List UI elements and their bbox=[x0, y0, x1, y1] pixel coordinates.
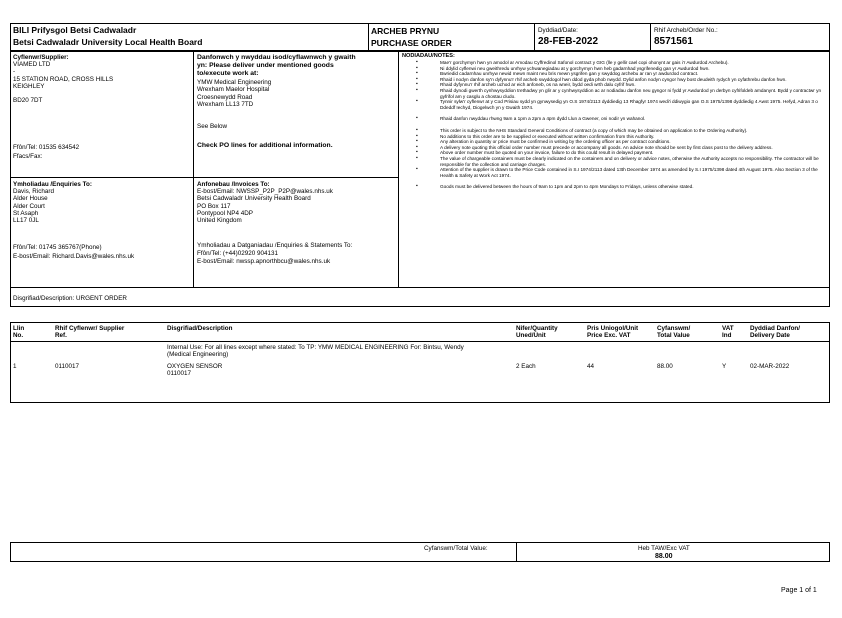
totals-value: 88.00 bbox=[655, 553, 673, 560]
doc-title-welsh: ARCHEB PRYNU bbox=[371, 26, 440, 36]
supplier-line bbox=[13, 90, 113, 97]
order-no-value: 8571561 bbox=[654, 36, 693, 47]
note-item: ▪ Bwriedid cadarnhau unrhyw newid mewn maint neu bris mewn ysgrifen gan y swyddog archebu ar ran yr awdurdod contract. bbox=[404, 71, 830, 77]
delivery-address bbox=[197, 79, 271, 108]
col-header-supplier-ref: Rhif Cyflenwr/ Supplier Ref. bbox=[55, 325, 125, 340]
delivery-line: Wrexham Maelor Hospital bbox=[197, 86, 270, 94]
delivery-line: Croesnewydd Road bbox=[197, 93, 253, 101]
note-item: ▪ Goods must be delivered between the hours of 9am to 1pm and 2pm to 4pm Mondays to Fridays, unless otherwise stated. bbox=[404, 184, 830, 190]
cell-quantity: 2 Each bbox=[516, 363, 536, 370]
doc-title-english: PURCHASE ORDER bbox=[371, 38, 452, 48]
note-item: ▪ A delivery note quoting this official order number must precede or accompany all goods. An advice note should be sent by first class post to the delivery address. bbox=[404, 145, 830, 151]
header-divider-1 bbox=[368, 23, 369, 51]
invoices-line[interactable]: E-bost/Email: NWSSP_P2P_P2P@wales.nhs.uk bbox=[197, 188, 333, 195]
address-divider-v2 bbox=[398, 51, 399, 287]
cell-vat: Y bbox=[722, 363, 727, 370]
note-item: ▪ Rhaid i nodyn danfon sy'n dyfynnu'r rhif archeb swyddogol hwn ddod gyda phob nwydd. Dylid anfon nodyn cyngor hwy bost deudeith rydych yn cyfathrebu danfon hwn. bbox=[404, 77, 830, 83]
delivery-see-below: See Below bbox=[197, 123, 228, 130]
enquiries-line: Alder House bbox=[13, 195, 48, 203]
cell-internal-use: Internal Use: For all lines except where stated: To TP: YMW MEDICAL ENGINEERING For: Bintsu, Wendy (Medical Engineering) bbox=[167, 344, 464, 359]
invoices-line: Betsi Cadwaladr University Health Board bbox=[197, 195, 311, 203]
delivery-line: Wrexham LL13 7TD bbox=[197, 100, 254, 108]
totals-divider bbox=[516, 542, 517, 562]
note-item: ▪ Above order number must be quoted on your invoice, failure to do this could result in delayed payment. bbox=[404, 150, 830, 156]
note-item: ▪ Any alteration in quantity or price must be confirmed in writing by the ordering officer as per contract conditions. bbox=[404, 139, 830, 145]
invoices-line: PO Box 117 bbox=[197, 202, 231, 210]
note-item: ▪ The value of chargeable containers must be clearly indicated on the containers and on delivery or advice notes, otherwise the Authority accepts no responsibility. The contractor will be responsible for the collection and carriage charges. bbox=[404, 156, 830, 167]
header-divider-3 bbox=[650, 23, 651, 51]
delivery-label-line: to/execute work at: bbox=[197, 69, 259, 77]
col-header-quantity: Nifer/Quantity Uned/Unit bbox=[516, 325, 558, 340]
supplier-phone: Ffôn/Tel: 01535 634542 bbox=[13, 144, 80, 151]
invoices-label: Anfonebau /Invoices To: bbox=[197, 181, 270, 188]
enquiries-address bbox=[13, 188, 54, 224]
note-item: ▪ This order is subject to the NHS Standard General Conditions of contract (a copy of which may be obtained on application to the Ordering Authority). bbox=[404, 128, 830, 134]
note-item: ▪ Rhaid dynodi gwerth cynhwysyddion trethadwy yn glir ar y cynhwysyddion ac ar nodiadau danfon neu gyngor ni fydd yr Awdurdod yn derbyn cyfrifoldeb amdanynt. Bydd y contractwr yn gyfrifol am y casglu a chostau cludo. bbox=[404, 88, 830, 99]
enquiries-line: Davis, Richard bbox=[13, 188, 54, 195]
enquiries-phone: Ffôn/Tel: 01745 365767(Phone) bbox=[13, 244, 102, 251]
cell-line: 1 bbox=[13, 363, 17, 370]
note-item: ▪ Rhaid danfon nwyddau rhwng 9am a 1pm a 2pm a 4pm dydd Llun a Gwener, oni nodir yn wahanol. bbox=[404, 116, 830, 122]
delivery-label bbox=[197, 54, 356, 77]
note-item: ▪ Rhaid dyfynnu'r rhif archeb uchod ar eich anfoneb, os na wneir, bydd oedi wrth dalu cyfrif hwn. bbox=[404, 82, 830, 88]
org-name-welsh: BILI Prifysgol Betsi Cadwaladr bbox=[13, 25, 137, 35]
col-header-line: Llin No. bbox=[13, 325, 25, 340]
cell-delivery-date: 02-MAR-2022 bbox=[750, 363, 790, 370]
note-item: ▪ Mae'r gorchymyn hwn yn amodol ar Amodau Cyffredinol Safonol contract y GIG (lle y gellir cael copi ohonynt ar gais i'r Awdurdod Archebu). bbox=[404, 60, 830, 66]
address-divider-v1 bbox=[193, 51, 194, 287]
line-items-table bbox=[10, 322, 830, 403]
order-description: Disgrifiad/Description: URGENT ORDER bbox=[13, 295, 127, 302]
delivery-label-line: yn: Please deliver under mentioned goods bbox=[197, 61, 334, 69]
delivery-check-po: Check PO lines for additional information. bbox=[197, 142, 333, 149]
note-item: ▪ Attention of the supplier is drawn to the Price Code contained in S.I 1974/2113 dated 13th December 1974 as amended by S.I 1975/1398 dated 4th August 1975. Also Section 3 of the Health & Safety at Work Act 1974. bbox=[404, 167, 830, 178]
supplier-line: BD20 7DT bbox=[13, 97, 43, 105]
supplier-line: - bbox=[13, 68, 16, 76]
delivery-label-line: Danfonwch y nwyddau isod/cyflawnwch y gwaith bbox=[197, 54, 356, 61]
address-divider-h bbox=[10, 177, 399, 178]
enquiries-line: LL17 0JL bbox=[13, 217, 39, 225]
description-divider-h bbox=[10, 287, 830, 288]
header-divider-2 bbox=[534, 23, 535, 51]
invoices-address bbox=[197, 188, 333, 224]
col-header-total: Cyfanswm/ Total Value bbox=[657, 325, 691, 340]
supplier-label: Cyflenwr/Supplier: bbox=[13, 54, 69, 61]
table-header-divider bbox=[10, 341, 830, 342]
notes-list bbox=[404, 60, 830, 190]
statements-phone: Ffôn/Tel: (+44)02920 904131 bbox=[197, 250, 279, 257]
supplier-line: KEIGHLEY bbox=[13, 82, 45, 90]
supplier-line: VIAMED LTD bbox=[13, 61, 51, 68]
supplier-address bbox=[13, 61, 113, 105]
statements-email[interactable]: E-bost/Email: nwssp.apnorthbcu@wales.nhs.uk bbox=[197, 258, 331, 265]
cell-total: 88.00 bbox=[657, 363, 673, 370]
invoices-line: United Kingdom bbox=[197, 217, 242, 225]
cell-unit-price: 44 bbox=[587, 363, 595, 370]
totals-box bbox=[10, 542, 830, 562]
org-name-english: Betsi Cadwaladr University Local Health Board bbox=[13, 37, 203, 47]
col-header-delivery-date: Dyddiad Danfon/ Delivery Date bbox=[750, 325, 801, 340]
date-label: Dyddiad/Date: bbox=[538, 27, 578, 34]
delivery-line: YMW Medical Engineering bbox=[197, 79, 272, 86]
note-item: ▪ Tynnir sylw'r cyflenwr at y Cod Prisiau sydd yn gynwysedig yn O.S 1974/2113 dyddiedig 13 Rhagfyr 1974 wedi'i ddiwygio gan O.S 1975/1398 dyddiedig 4 Awst 1975. Hefyd, Adran 3 o Ddeddf Iechyd, Diogelwch yn y Gwaith 1974. bbox=[404, 99, 830, 110]
note-item: ▪ Ni ddylid cyflenwi neu gweithredu unrhyw ychwanegiadau at y gorchymyn hwn heb gadarnhad ysgrifenedig gan yr Awdurdod hwn. bbox=[404, 66, 830, 72]
statements-label: Ymholiadau a Datganiadau /Enquiries & Statements To: bbox=[197, 242, 353, 249]
notes-title: NODIADAU/NOTES: bbox=[402, 53, 455, 59]
col-header-description: Disgrifiad/Description bbox=[167, 325, 233, 332]
col-header-vat: VAT Ind bbox=[722, 325, 734, 340]
note-item: ▪ No additions to this order are to be supplied or executed without written confirmation from this Authority. bbox=[404, 134, 830, 140]
cell-description: OXYGEN SENSOR 0110017 bbox=[167, 363, 223, 378]
enquiries-line: St Asaph bbox=[13, 209, 39, 217]
totals-vat-label: Heb TAW/Exc VAT bbox=[638, 545, 690, 552]
enquiries-line: Alder Court bbox=[13, 202, 45, 210]
invoices-line: Pontypool NP4 4DP bbox=[197, 209, 254, 217]
date-value: 28-FEB-2022 bbox=[538, 36, 599, 47]
page-number: Page 1 of 1 bbox=[781, 587, 817, 594]
supplier-fax: Ffacs/Fax: bbox=[13, 153, 43, 160]
cell-supplier-ref: 0110017 bbox=[55, 363, 80, 370]
supplier-line: 15 STATION ROAD, CROSS HILLS bbox=[13, 75, 114, 83]
totals-label: Cyfanswm/Total Value: bbox=[424, 545, 488, 552]
order-no-label: Rhif Archeb/Order No.: bbox=[654, 27, 718, 34]
col-header-unit-price: Pris Uniogol/Unit Price Exc. VAT bbox=[587, 325, 639, 340]
enquiries-label: Ymholiadau /Enquiries To: bbox=[13, 181, 92, 188]
enquiries-email[interactable]: E-bost/Email: Richard.Davis@wales.nhs.uk bbox=[13, 253, 135, 260]
